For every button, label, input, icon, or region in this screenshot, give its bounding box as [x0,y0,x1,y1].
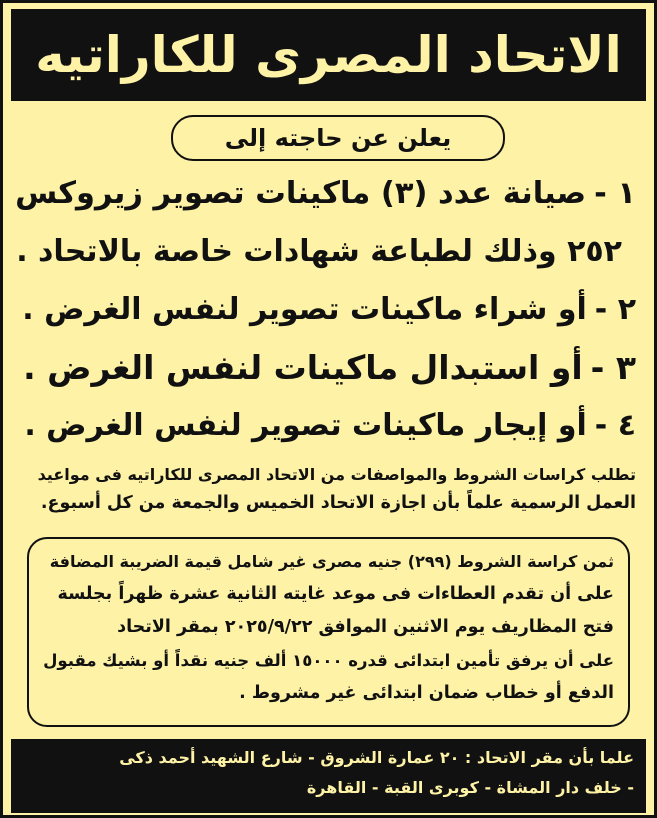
requirements-list [15,165,636,455]
list-item [15,339,636,397]
item-text: أو شراء ماكينات تصوير لنفس الغرض . [22,292,587,327]
item-number: ٤ - [594,408,636,443]
item-text: أو إيجار ماكينات تصوير لنفس الغرض . [24,408,587,443]
page-title: الاتحاد المصرى للكاراتيه [35,26,622,84]
item-number: ٢ - [594,292,636,327]
info-paragraph [21,461,636,517]
terms-line: فتح المظاريف يوم الاثنين الموافق ٢٠٢٥/٩/٢٢ بمقر الاتحاد [117,617,614,637]
item-number: ١ - [594,176,636,211]
address-line: - خلف دار المشاة - كوبرى القبة - القاهرة [306,778,634,797]
item-text: أو استبدال ماكينات لنفس الغرض . [23,348,583,387]
terms-line: ثمن كراسة الشروط (٢٩٩) جنيه مصرى غير شامل قيمة الضريبة المضافة [49,552,614,571]
subtitle-pill [171,115,505,161]
item-text: صيانة عدد (٣) ماكينات تصوير زيروكس [15,176,587,211]
terms-line: على أن يرفق تأمين ابتدائى قدره ١٥٠٠٠ ألف جنيه نقداً أو بشيك مقبول [43,651,614,670]
list-item [15,397,636,455]
terms-line: على أن تقدم العطاءات فى موعد غايته الثانية عشرة ظهراً بجلسة [57,584,614,604]
subtitle-text: يعلن عن حاجته إلى [224,124,452,152]
list-item [15,281,636,339]
terms-line: الدفع أو خطاب ضمان ابتدائى غير مشروط . [239,683,614,703]
list-item [15,165,636,223]
address-line: علما بأن مقر الاتحاد : ٢٠ عمارة الشروق - شارع الشهيد أحمد ذكى [119,748,634,767]
terms-box [27,537,630,727]
item-number: ٣ - [590,348,636,387]
title-banner [11,9,646,101]
info-line: تطلب كراسات الشروط والمواصفات من الاتحاد المصرى للكاراتيه فى مواعيد [37,465,636,484]
address-footer [11,739,646,813]
item-text: ٢٥٢ وذلك لطباعة شهادات خاصة بالاتحاد . [16,234,622,269]
list-item [15,223,636,281]
info-line: العمل الرسمية علماً بأن اجازة الاتحاد الخميس والجمعة من كل أسبوع. [40,493,636,513]
